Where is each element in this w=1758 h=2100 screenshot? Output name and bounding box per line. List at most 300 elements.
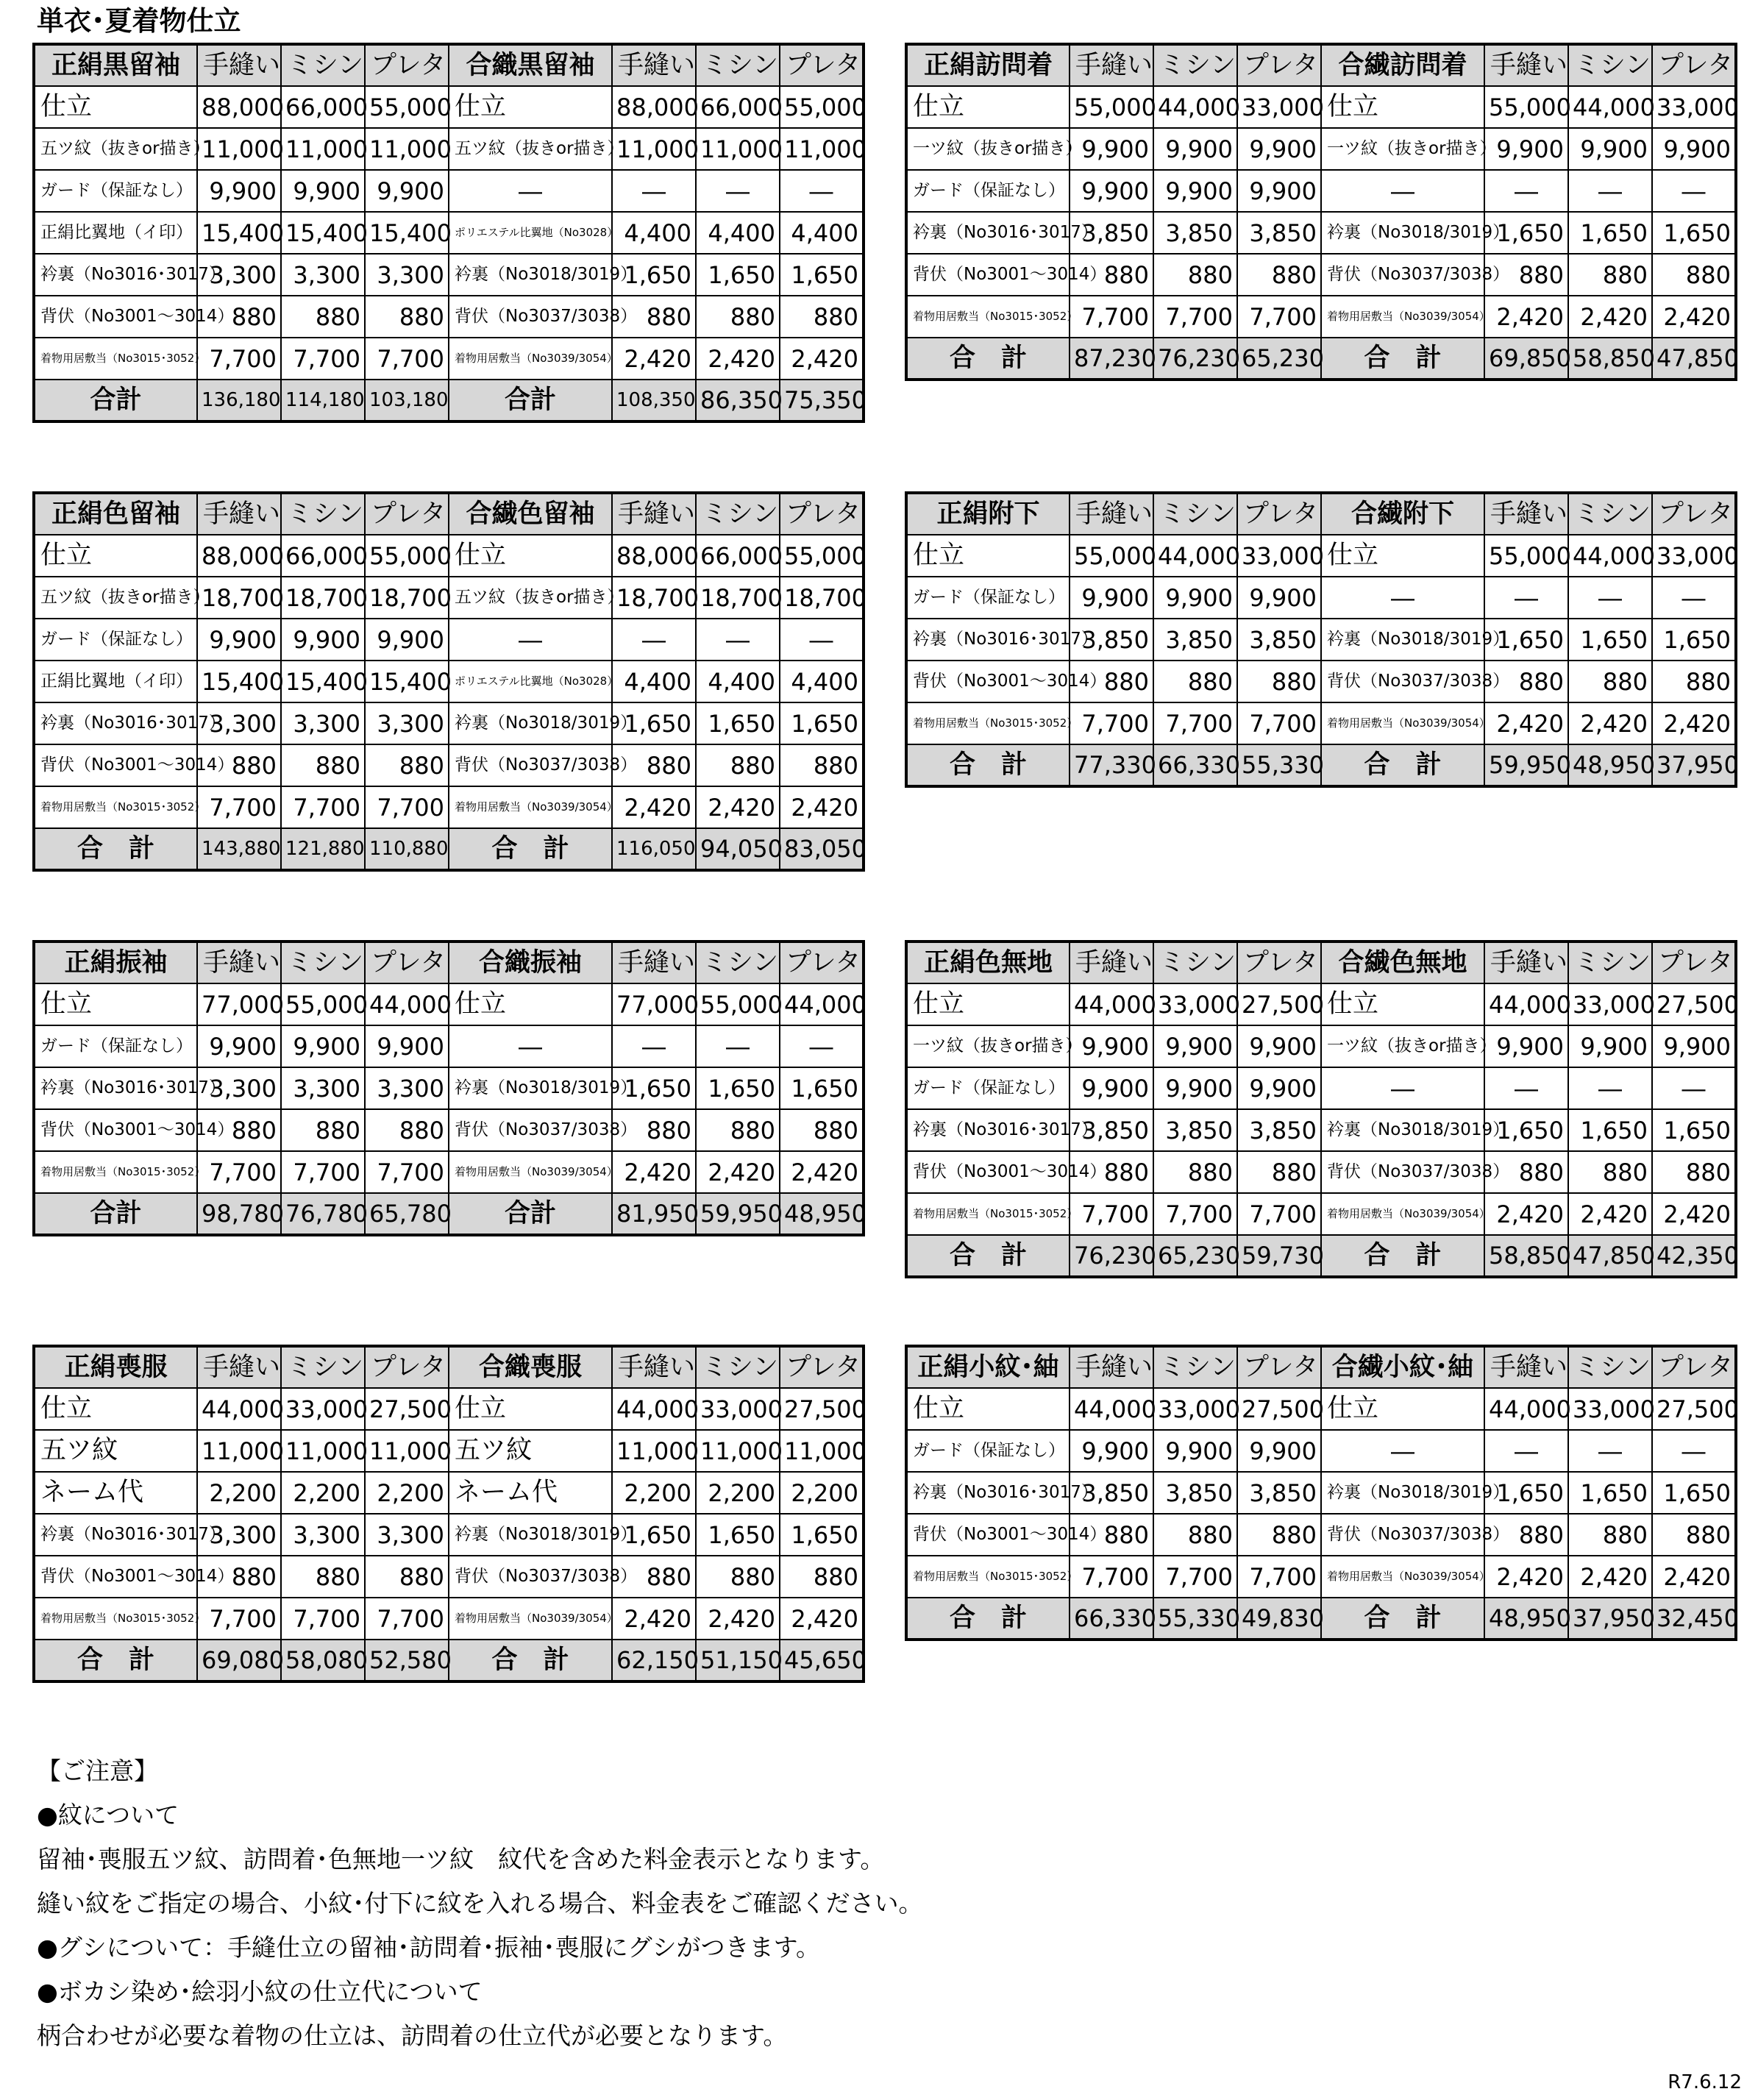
price-cell: 9,900 [1070,1067,1153,1109]
price-cell: 7,700 [281,1598,365,1640]
row-label: 着物用居敷当（No3039/3054） [449,338,612,380]
row-label: 背伏（No3001～3014） [906,1151,1070,1193]
total-value: 48,950 [780,1193,864,1235]
price-cell: 3,850 [1070,619,1153,661]
column-header: プレタ [365,942,449,983]
price-cell: 2,200 [281,1472,365,1514]
price-cell: 880 [1652,661,1736,702]
row-label: 衿裏（No3016･3017） [906,212,1070,254]
column-header: 手縫い [1484,44,1568,86]
price-cell: 3,300 [197,254,281,296]
price-cell: 7,700 [1237,1193,1321,1235]
total-value: 55,330 [1237,744,1321,786]
total-label: 合 計 [449,828,612,870]
total-value: 108,350 [612,380,696,421]
row-label: 仕立 [34,86,197,128]
price-cell: 7,700 [197,338,281,380]
price-cell: 1,650 [1652,1109,1736,1151]
price-cell: 880 [365,296,449,338]
total-row [34,1640,864,1681]
price-cell: 18,700 [612,577,696,619]
price-cell: 3,850 [1237,619,1321,661]
column-header: プレタ [1652,1346,1736,1388]
table-header-row [906,44,1736,86]
table-row [34,170,864,212]
column-header: プレタ [1652,493,1736,535]
price-cell: 33,000 [1237,535,1321,577]
price-cell: 880 [696,1556,780,1598]
price-cell: 1,650 [696,1514,780,1556]
column-header: 手縫い [197,1346,281,1388]
column-header: 手縫い [197,44,281,86]
table-title: 正絹振袖 [34,942,197,983]
row-label: 仕立 [906,86,1070,128]
price-cell: 1,650 [780,1514,864,1556]
price-cell: 55,000 [1070,535,1153,577]
price-cell: ― [612,619,696,661]
row-label: 着物用居敷当（No3039/3054） [449,1151,612,1193]
price-cell: 7,700 [1153,1556,1237,1598]
total-value: 87,230 [1070,338,1153,380]
price-cell: 9,900 [1153,170,1237,212]
price-cell: 44,000 [780,983,864,1025]
price-cell: 3,300 [281,254,365,296]
price-cell: 3,850 [1153,1109,1237,1151]
price-cell: 7,700 [1237,702,1321,744]
price-cell: 9,900 [1153,577,1237,619]
price-cell: 11,000 [780,1430,864,1472]
price-cell: 3,300 [197,702,281,744]
price-cell: ― [1652,1430,1736,1472]
total-label: 合 計 [34,828,197,870]
row-label: ガード（保証なし） [34,170,197,212]
row-label: 衿裏（No3016･3017） [34,702,197,744]
table-row [34,983,864,1025]
price-cell: 2,200 [780,1472,864,1514]
price-cell: 1,650 [1484,1109,1568,1151]
price-cell: 880 [1568,661,1652,702]
price-cell: 3,300 [197,1067,281,1109]
price-cell: 66,000 [281,535,365,577]
total-label: 合計 [34,1193,197,1235]
price-cell: 3,850 [1153,619,1237,661]
total-value: 110,880 [365,828,449,870]
table-row [34,661,864,702]
price-cell: 880 [1153,254,1237,296]
table-row [906,1388,1736,1430]
column-header: 手縫い [1070,44,1153,86]
price-cell: 11,000 [281,128,365,170]
total-value: 83,050 [780,828,864,870]
price-cell: 7,700 [197,1598,281,1640]
price-cell: ― [1568,1067,1652,1109]
price-cell: 11,000 [612,128,696,170]
price-cell: 3,850 [1153,212,1237,254]
row-label: 一ツ紋（抜きor描き） [1321,1025,1484,1067]
price-cell: 880 [1652,254,1736,296]
note-line: 留袖･喪服五ツ紋、訪問着･色無地一ツ紋 紋代を含めた料金表示となります。 [37,1845,885,1873]
table-header-row [34,493,864,535]
price-cell: 27,500 [1652,1388,1736,1430]
price-cell: 55,000 [365,86,449,128]
price-cell: 3,850 [1237,212,1321,254]
price-cell: 27,500 [1237,983,1321,1025]
price-cell: ― [1568,577,1652,619]
price-table [32,491,865,872]
price-cell: 3,850 [1153,1472,1237,1514]
note-line: ●ボカシ染め･絵羽小紋の仕立代について [37,1977,483,2006]
table-row [34,1109,864,1151]
price-cell: 1,650 [612,1514,696,1556]
table-header-row [906,1346,1736,1388]
price-cell: 880 [1237,661,1321,702]
price-cell: ― [612,170,696,212]
price-cell: 2,200 [696,1472,780,1514]
price-cell: 4,400 [780,212,864,254]
note-line: 縫い紋をご指定の場合、小紋･付下に紋を入れる場合、料金表をご確認ください。 [37,1889,923,1918]
price-cell: 7,700 [1070,1556,1153,1598]
price-cell: 15,400 [281,212,365,254]
price-cell: 15,400 [197,661,281,702]
price-cell: 9,900 [1153,1025,1237,1067]
price-cell: 880 [780,296,864,338]
price-cell: 18,700 [365,577,449,619]
total-value: 66,330 [1153,744,1237,786]
price-cell: ― [696,619,780,661]
price-cell: 33,000 [1652,86,1736,128]
price-cell: 9,900 [1070,128,1153,170]
notes-section [37,1749,923,2058]
table-title: 正絹色留袖 [34,493,197,535]
price-cell: 3,850 [1070,212,1153,254]
price-cell: 880 [1153,1514,1237,1556]
price-cell: 4,400 [612,212,696,254]
row-label: ポリエステル比翼地（No3028） [449,212,612,254]
table-title: 合繊色留袖 [449,493,612,535]
row-label: 五ツ紋（抜きor描き） [449,577,612,619]
price-cell: 33,000 [1153,1388,1237,1430]
price-cell: 880 [1070,661,1153,702]
total-label: 合 計 [449,1640,612,1681]
total-value: 75,350 [780,380,864,421]
price-cell: 18,700 [780,577,864,619]
price-cell: 9,900 [1237,1025,1321,1067]
price-cell: 33,000 [1237,86,1321,128]
table-title: 正絹訪問着 [906,44,1070,86]
price-cell: 44,000 [1153,535,1237,577]
price-cell: 3,300 [365,702,449,744]
column-header: プレタ [365,44,449,86]
price-cell: 880 [1237,254,1321,296]
total-label: 合 計 [1321,1598,1484,1640]
row-label: 着物用居敷当（No3015･3052） [906,296,1070,338]
table-row [906,1556,1736,1598]
row-label: 着物用居敷当（No3039/3054） [1321,702,1484,744]
table-title: 合繊附下 [1321,493,1484,535]
total-value: 59,950 [696,1193,780,1235]
row-label: 五ツ紋（抜きor描き） [449,128,612,170]
total-row [34,380,864,421]
row-label: ― [449,170,612,212]
table-title: 合織喪服 [449,1346,612,1388]
price-cell: 1,650 [612,254,696,296]
row-label: 仕立 [449,983,612,1025]
row-label: ガード（保証なし） [34,619,197,661]
total-row [906,744,1736,786]
table-row [34,702,864,744]
price-cell: 55,000 [365,535,449,577]
row-label: 五ツ紋（抜きor描き） [34,128,197,170]
total-label: 合 計 [34,1640,197,1681]
total-value: 76,780 [281,1193,365,1235]
total-label: 合 計 [1321,744,1484,786]
total-value: 52,580 [365,1640,449,1681]
price-cell: 880 [780,1109,864,1151]
price-cell: 11,000 [365,128,449,170]
column-header: プレタ [780,44,864,86]
total-value: 58,850 [1484,1235,1568,1277]
price-cell: 55,000 [1484,86,1568,128]
price-cell: 9,900 [197,1025,281,1067]
row-label: ガード（保証なし） [906,1067,1070,1109]
price-cell: 880 [197,744,281,786]
price-cell: 3,300 [281,702,365,744]
table-row [34,744,864,786]
price-cell: 55,000 [780,535,864,577]
table-row [34,128,864,170]
price-cell: 55,000 [1484,535,1568,577]
total-value: 77,330 [1070,744,1153,786]
price-cell: 2,420 [780,1151,864,1193]
row-label: 一ツ紋（抜きor描き） [906,128,1070,170]
price-cell: 2,420 [1568,1556,1652,1598]
price-cell: 44,000 [1484,983,1568,1025]
table-title: 合織振袖 [449,942,612,983]
price-cell: 1,650 [1652,212,1736,254]
row-label: 仕立 [34,535,197,577]
price-cell: 2,420 [612,1151,696,1193]
table-row [906,1193,1736,1235]
column-header: 手縫い [612,44,696,86]
row-label: 衿裏（No3016･3017） [906,619,1070,661]
table-title: 合繊色無地 [1321,942,1484,983]
row-label: 五ツ紋（抜きor描き） [34,577,197,619]
price-cell: ― [1652,1067,1736,1109]
price-cell: 3,300 [365,1067,449,1109]
total-value: 59,730 [1237,1235,1321,1277]
price-cell: 7,700 [1153,296,1237,338]
row-label: ガード（保証なし） [906,1430,1070,1472]
row-label: ガード（保証なし） [906,577,1070,619]
row-label: 衿裏（No3016･3017） [34,254,197,296]
price-cell: 7,700 [365,338,449,380]
total-value: 65,230 [1153,1235,1237,1277]
price-cell: 4,400 [612,661,696,702]
price-cell: 44,000 [1568,86,1652,128]
price-cell: 1,650 [696,254,780,296]
price-cell: 880 [1568,1514,1652,1556]
price-cell: 9,900 [1070,1430,1153,1472]
price-cell: 1,650 [780,254,864,296]
price-cell: 2,420 [780,338,864,380]
price-cell: 2,420 [780,786,864,828]
price-cell: 4,400 [696,212,780,254]
price-cell: 44,000 [1484,1388,1568,1430]
total-value: 48,950 [1568,744,1652,786]
row-label: ポリエステル比翼地（No3028） [449,661,612,702]
row-label: 背伏（No3037/3038） [449,1109,612,1151]
price-cell: 880 [1070,1151,1153,1193]
price-cell: 9,900 [1568,128,1652,170]
row-label: 着物用居敷当（No3015･3052） [34,338,197,380]
total-value: 76,230 [1070,1235,1153,1277]
price-cell: 2,420 [612,338,696,380]
price-cell: 3,300 [365,1514,449,1556]
table-row [906,1472,1736,1514]
price-cell: 44,000 [197,1388,281,1430]
total-value: 116,050 [612,828,696,870]
total-value: 58,850 [1568,338,1652,380]
row-label: 着物用居敷当（No3015･3052） [34,1151,197,1193]
price-cell: 4,400 [696,661,780,702]
price-cell: 1,650 [612,1067,696,1109]
total-label: 合 計 [906,744,1070,786]
column-header: プレタ [780,493,864,535]
column-header: ミシン [696,1346,780,1388]
price-cell: 9,900 [365,1025,449,1067]
total-label: 合計 [449,380,612,421]
row-label: 着物用居敷当（No3039/3054） [1321,296,1484,338]
price-cell: 77,000 [197,983,281,1025]
price-cell: 9,900 [365,619,449,661]
total-value: 32,450 [1652,1598,1736,1640]
row-label: 衿裏（No3018/3019） [449,1514,612,1556]
total-row [906,1235,1736,1277]
column-header: ミシン [1568,1346,1652,1388]
table-title: 正絹附下 [906,493,1070,535]
row-label: ― [1321,1430,1484,1472]
total-value: 65,230 [1237,338,1321,380]
price-cell: 880 [281,1556,365,1598]
total-value: 94,050 [696,828,780,870]
price-cell: 44,000 [365,983,449,1025]
column-header: 手縫い [197,942,281,983]
price-cell: 2,420 [1484,702,1568,744]
price-cell: 2,420 [780,1598,864,1640]
table-row [906,535,1736,577]
total-value: 66,330 [1070,1598,1153,1640]
price-cell: 2,420 [1484,1556,1568,1598]
price-cell: 9,900 [1070,170,1153,212]
price-cell: 880 [780,1556,864,1598]
price-cell: 880 [365,1109,449,1151]
price-cell: ― [696,1025,780,1067]
total-label: 合 計 [1321,1235,1484,1277]
price-cell: 9,900 [197,619,281,661]
table-row [906,702,1736,744]
price-cell: 1,650 [1484,619,1568,661]
table-row [34,212,864,254]
price-cell: 880 [612,1556,696,1598]
price-cell: 9,900 [281,1025,365,1067]
price-cell: 88,000 [197,535,281,577]
price-cell: 55,000 [780,86,864,128]
table-row [906,1067,1736,1109]
price-cell: 33,000 [696,1388,780,1430]
row-label: 着物用居敷当（No3015･3052） [34,786,197,828]
price-cell: 9,900 [1237,170,1321,212]
price-cell: 3,300 [281,1514,365,1556]
row-label: 仕立 [449,1388,612,1430]
price-cell: 2,420 [1568,296,1652,338]
row-label: 衿裏（No3018/3019） [1321,1472,1484,1514]
row-label: 仕立 [1321,983,1484,1025]
price-cell: 44,000 [612,1388,696,1430]
table-row [34,86,864,128]
price-cell: 1,650 [696,702,780,744]
table-row [906,1025,1736,1067]
price-cell: 9,900 [1652,128,1736,170]
total-value: 37,950 [1652,744,1736,786]
row-label: ― [449,1025,612,1067]
price-table [905,491,1737,788]
price-cell: 880 [696,1109,780,1151]
price-cell: 2,420 [1568,702,1652,744]
row-label: 衿裏（No3016･3017） [906,1109,1070,1151]
price-cell: 7,700 [281,1151,365,1193]
row-label: 仕立 [1321,535,1484,577]
revision-date: R7.6.12 [1668,2071,1742,2093]
price-cell: ― [1568,170,1652,212]
price-cell: 9,900 [1237,1430,1321,1472]
price-cell: 9,900 [1070,577,1153,619]
price-cell: 2,420 [1652,1556,1736,1598]
table-row [906,1430,1736,1472]
price-cell: 880 [1484,254,1568,296]
column-header: 手縫い [1484,942,1568,983]
price-cell: 880 [197,296,281,338]
column-header: 手縫い [612,942,696,983]
row-label: 仕立 [449,535,612,577]
total-row [906,1598,1736,1640]
price-cell: 880 [1652,1514,1736,1556]
total-value: 47,850 [1568,1235,1652,1277]
row-label: 着物用居敷当（No3015･3052） [906,1556,1070,1598]
total-value: 98,780 [197,1193,281,1235]
price-cell: 9,900 [1070,1025,1153,1067]
price-cell: 44,000 [1070,983,1153,1025]
table-row [34,296,864,338]
price-cell: 11,000 [365,1430,449,1472]
price-cell: ― [1568,1430,1652,1472]
price-cell: 1,650 [1652,619,1736,661]
price-cell: 880 [281,296,365,338]
row-label: 五ツ紋 [34,1430,197,1472]
table-row [34,1430,864,1472]
row-label: ガード（保証なし） [906,170,1070,212]
table-row [34,1556,864,1598]
price-cell: 3,850 [1070,1109,1153,1151]
price-cell: 55,000 [281,983,365,1025]
price-cell: 33,000 [1153,983,1237,1025]
price-cell: 880 [612,1109,696,1151]
price-cell: 27,500 [1652,983,1736,1025]
column-header: ミシン [1153,942,1237,983]
total-label: 合 計 [906,338,1070,380]
row-label: 一ツ紋（抜きor描き） [1321,128,1484,170]
price-table [905,1345,1737,1641]
price-cell: 9,900 [1153,128,1237,170]
